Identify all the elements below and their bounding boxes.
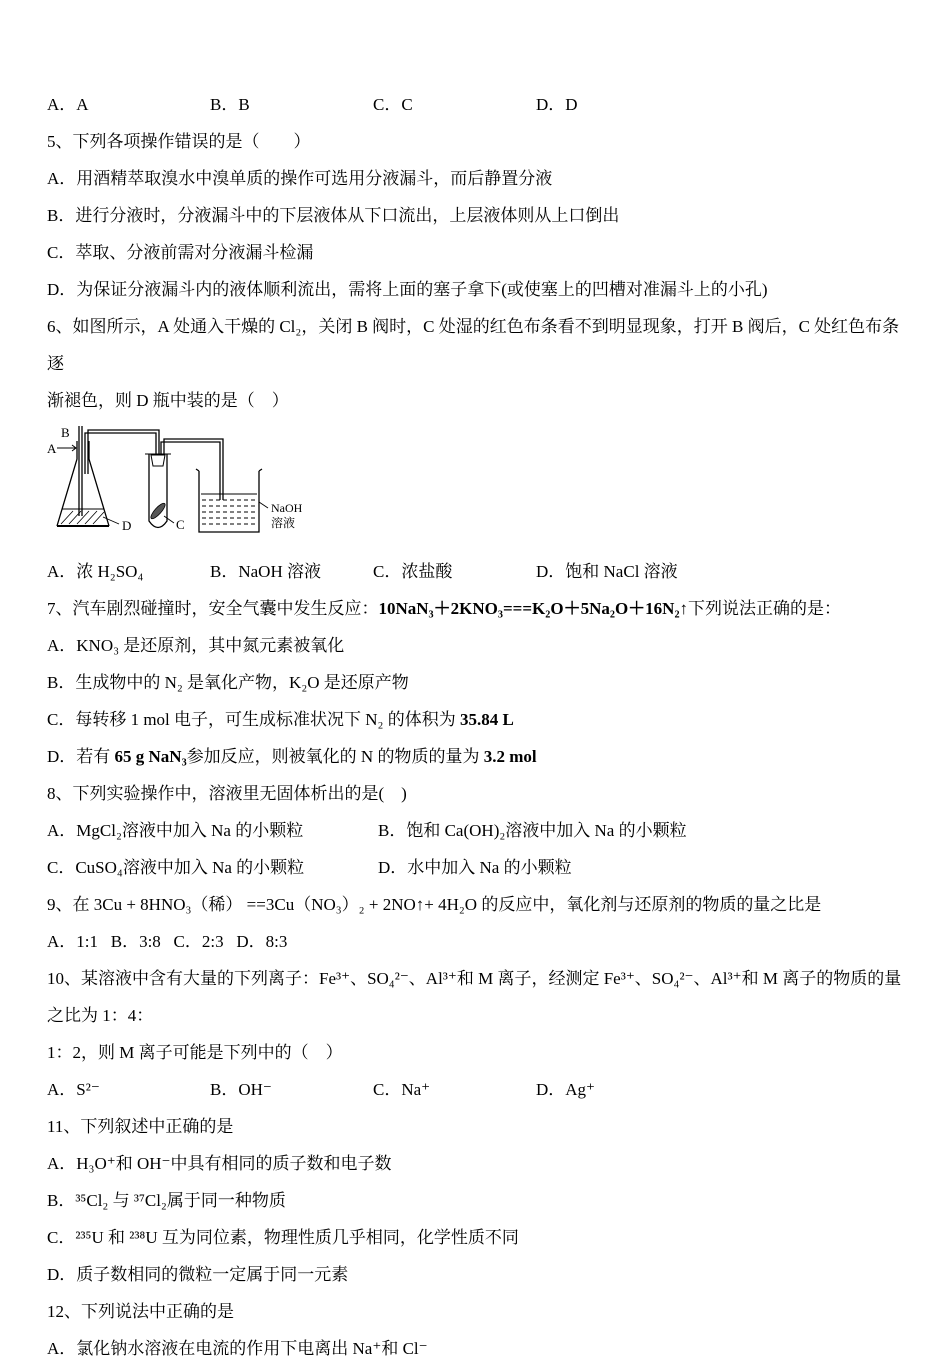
q8-options-row2 (47, 849, 905, 886)
answer-row-q4 (47, 86, 905, 123)
q7-option-d-value1: 65 g NaN₃ (114, 747, 187, 766)
test-tube (145, 454, 171, 528)
q9-options: A．1:1 B．3:8 C．2:3 D．8:3 (47, 932, 288, 951)
q11-option-d: D．质子数相同的微粒一定属于同一元素 (47, 1265, 349, 1284)
q6-options (47, 553, 905, 590)
label-d-leader (103, 517, 119, 524)
q7-option-d (47, 738, 905, 775)
q5-option-d: D．为保证分液漏斗内的液体顺利流出，需将上面的塞子拿下(或使塞上的凹槽对准漏斗上的小孔) (47, 280, 768, 299)
inlet-tube-a (79, 426, 82, 516)
q7-option-d-text2: 参加反应，则被氧化的 N 的物质的量为 (186, 747, 484, 766)
q7-option-c (47, 701, 905, 738)
q4-option-d: D．D (536, 95, 578, 114)
q12-stem: 12、下列说法中正确的是 (47, 1302, 234, 1321)
q7-option-a: A．KNO₃ 是还原剂，其中氮元素被氧化 (47, 636, 345, 655)
q5-option-a: A．用酒精萃取溴水中溴单质的操作可选用分液漏斗，而后静置分液 (47, 169, 553, 188)
q8-option-c: C．CuSO₄溶液中加入 Na 的小颗粒 (47, 858, 305, 877)
label-a: A (47, 441, 57, 456)
q6-stem-line2: 渐褪色，则 D 瓶中装的是（ ） (47, 391, 289, 410)
red-cloth-strip (149, 501, 167, 520)
q6-option-a: A．浓 H₂SO₄ (47, 562, 144, 581)
q6-option-d: D．饱和 NaCl 溶液 (536, 562, 678, 581)
q10-option-a: A．S²⁻ (47, 1080, 100, 1099)
label-b: B (61, 425, 70, 440)
q10-option-c: C．Na⁺ (373, 1080, 431, 1099)
q6-option-c: C．浓盐酸 (373, 562, 453, 581)
q7-reaction-equation: 10NaN₃＋2KNO₃===K₂O＋5Na₂O＋16N₂↑ (378, 599, 689, 618)
q10-options (47, 1071, 905, 1108)
q12-option-a: A．氯化钠水溶液在电流的作用下电离出 Na⁺和 Cl⁻ (47, 1339, 428, 1358)
q11-option-b: B．³⁵Cl₂ 与 ³⁷Cl₂属于同一种物质 (47, 1191, 286, 1210)
connector-tube-1 (85, 430, 159, 474)
q7-option-d-value2: 3.2 mol (483, 747, 537, 766)
beaker-label-leader (259, 502, 268, 508)
q8-stem: 8、下列实验操作中，溶液里无固体析出的是( ) (47, 784, 407, 803)
q5-stem: 5、下列各项操作错误的是（ ） (47, 132, 311, 151)
label-c: C (176, 517, 185, 532)
q7-stem-suffix: 下列说法正确的是： (688, 599, 842, 618)
q9-stem: 9、在 3Cu + 8HNO₃（稀） ==3Cu（NO₃）₂ + 2NO↑+ 4H₂O 的反应中，氧化剂与还原剂的物质的量之比是 (47, 895, 822, 914)
q6-option-b: B．NaOH 溶液 (210, 562, 321, 581)
apparatus-svg (47, 424, 347, 548)
q7-option-c-value: 35.84 L (460, 710, 514, 729)
q4-option-c: C．C (373, 95, 413, 114)
q7-option-c-text: C．每转移 1 mol 电子，可生成标准状况下 N₂ 的体积为 (47, 710, 460, 729)
q6-apparatus-diagram (47, 424, 905, 550)
q7-option-d-text1: D．若有 (47, 747, 115, 766)
q8-option-d: D．水中加入 Na 的小颗粒 (378, 858, 572, 877)
q10-stem-line1: 10、某溶液中含有大量的下列离子：Fe³⁺、SO₄²⁻、Al³⁺和 M 离子，经测定 Fe³⁺、SO₄²⁻、Al³⁺和 M 离子的物质的量之比为 1：4： (47, 969, 902, 1025)
q6-stem-line1: 6、如图所示，A 处通入干燥的 Cl₂，关闭 B 阀时，C 处湿的红色布条看不到明显现象，打开 B 阀后，C 处红色布条逐 (47, 317, 900, 373)
q7-stem (47, 590, 905, 627)
label-d: D (122, 518, 132, 533)
q8-options-row1 (47, 812, 905, 849)
q5-option-b: B．进行分液时，分液漏斗中的下层液体从下口流出，上层液体则从上口倒出 (47, 206, 620, 225)
q5-option-c: C．萃取、分液前需对分液漏斗检漏 (47, 243, 314, 262)
q7-option-b: B．生成物中的 N₂ 是氧化产物，K₂O 是还原产物 (47, 673, 409, 692)
beaker (196, 469, 262, 532)
q10-option-d: D．Ag⁺ (536, 1080, 596, 1099)
q10-option-b: B．OH⁻ (210, 1080, 272, 1099)
connector-tube-2 (161, 439, 223, 500)
q4-option-a: A．A (47, 95, 89, 114)
beaker-label-line1: NaOH (271, 501, 303, 515)
q8-option-b: B．饱和 Ca(OH)₂溶液中加入 Na 的小颗粒 (378, 821, 687, 840)
beaker-label-line2: 溶液 (271, 516, 296, 530)
flask (57, 441, 109, 526)
q11-stem: 11、下列叙述中正确的是 (47, 1117, 234, 1136)
label-a-arrow (57, 445, 76, 451)
q4-option-b: B．B (210, 95, 250, 114)
test-tube-stopper (151, 455, 165, 466)
q10-stem-line2: 1：2，则 M 离子可能是下列中的（ ） (47, 1043, 343, 1062)
q11-option-a: A．H₃O⁺和 OH⁻中具有相同的质子数和电子数 (47, 1154, 392, 1173)
q7-stem-prefix: 7、汽车剧烈碰撞时，安全气囊中发生反应： (47, 599, 379, 618)
beaker-liquid-hatch (202, 500, 256, 524)
q8-option-a: A．MgCl₂溶液中加入 Na 的小颗粒 (47, 821, 304, 840)
q11-option-c: C．²³⁵U 和 ²³⁸U 互为同位素，物理性质几乎相同，化学性质不同 (47, 1228, 519, 1247)
